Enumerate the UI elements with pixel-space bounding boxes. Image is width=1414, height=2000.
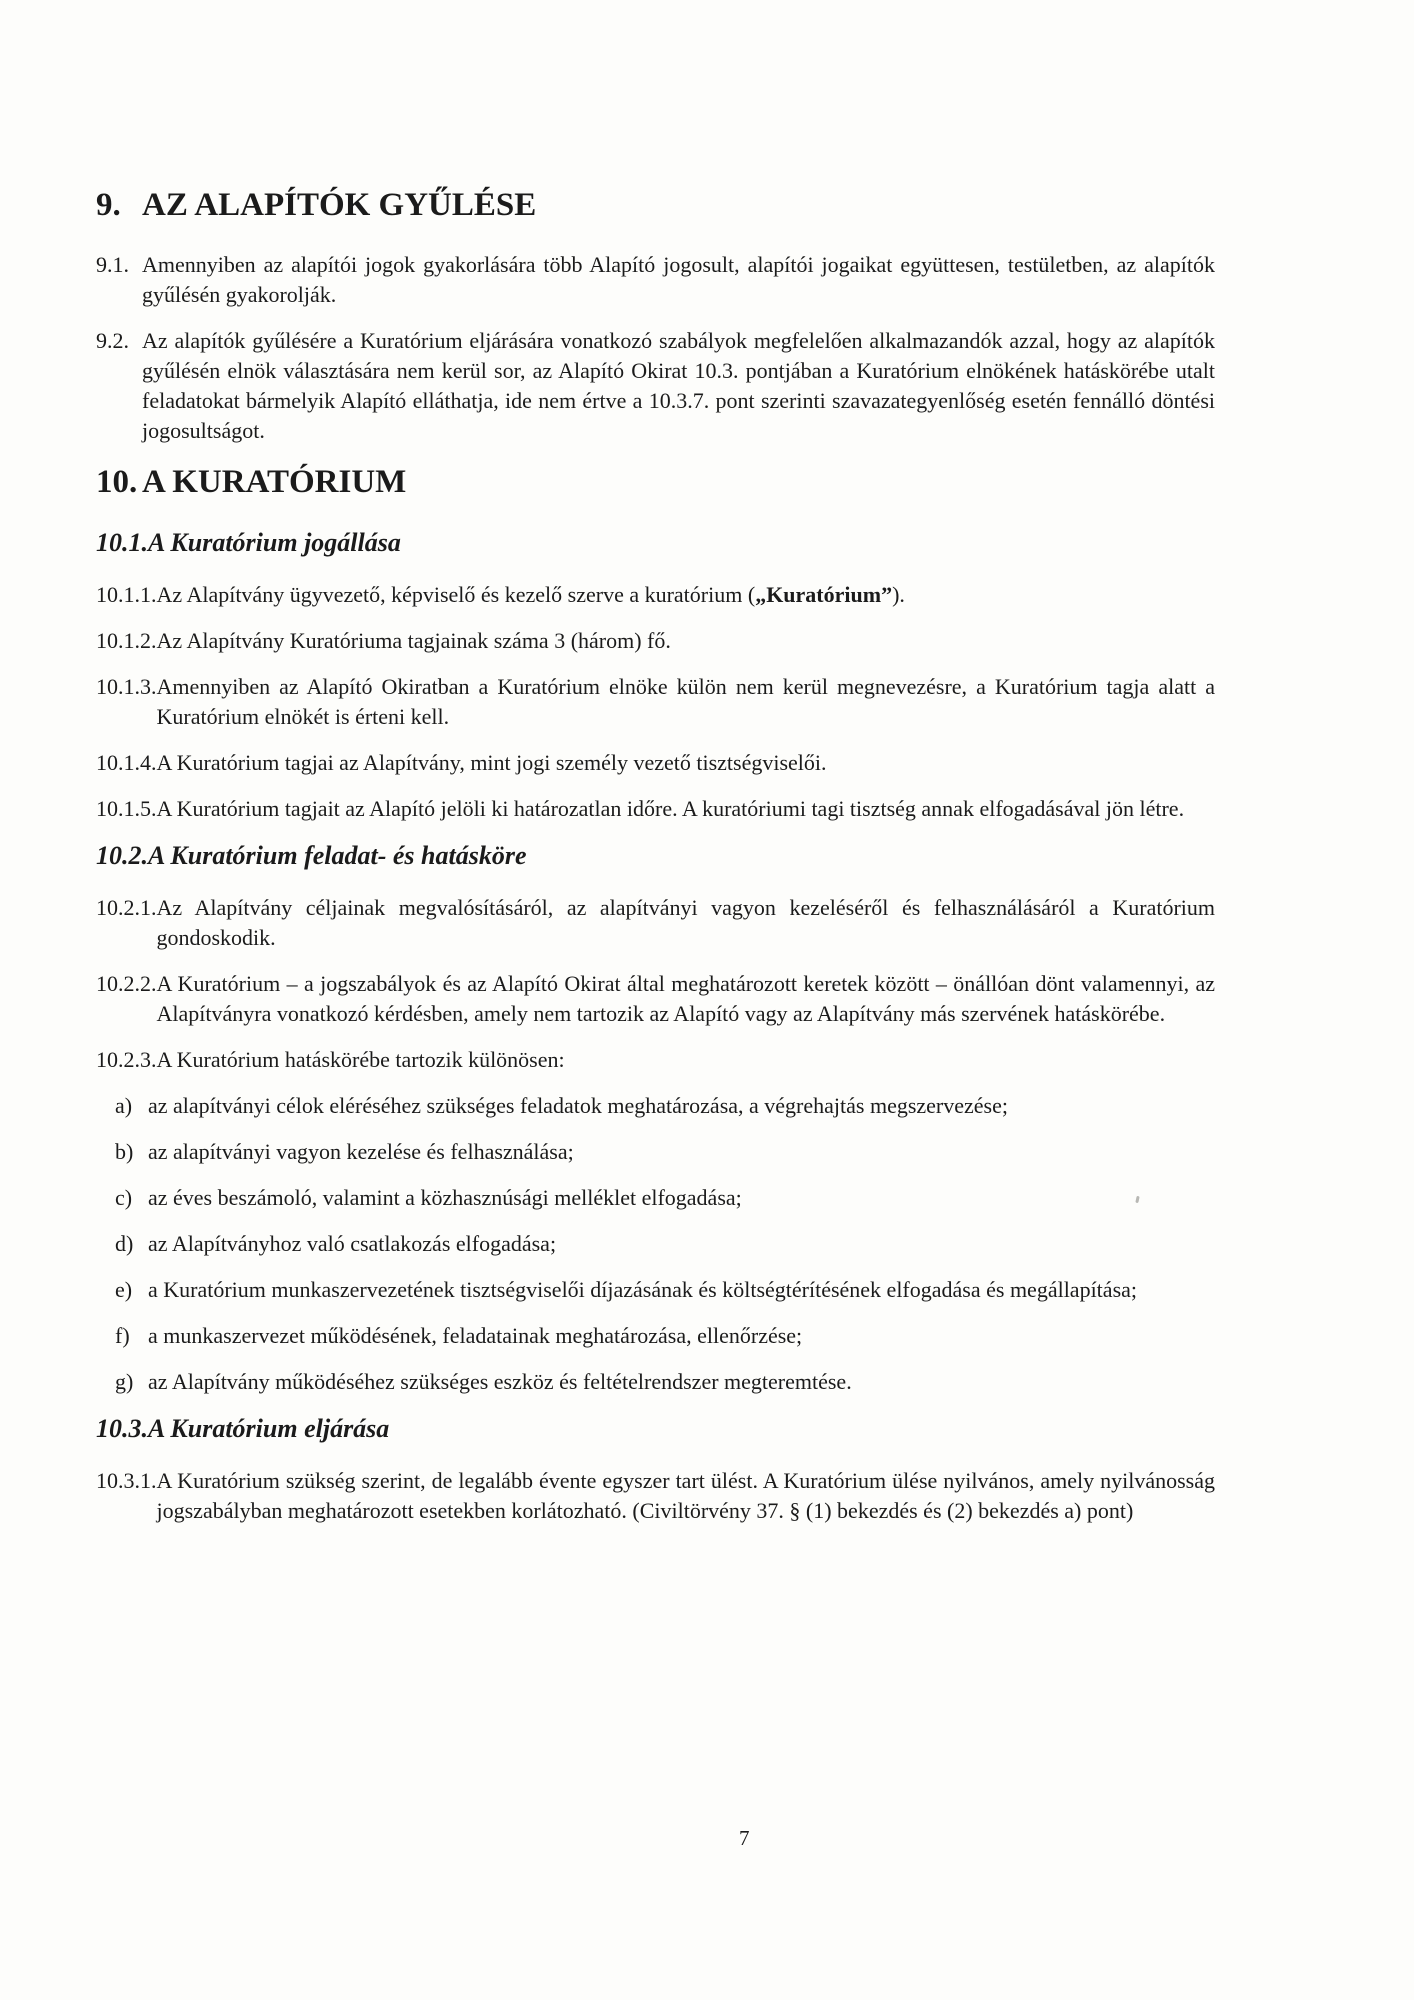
list-item-letter: f) xyxy=(115,1323,130,1348)
section-10-3-number: 10.3. xyxy=(96,1414,148,1443)
paragraph-number: 10.1.4. xyxy=(96,750,157,775)
paragraph-9-2 xyxy=(96,326,1215,446)
list-item-a xyxy=(115,1091,1215,1121)
paragraph-number: 10.1.5. xyxy=(96,796,157,821)
paragraph-text: A Kuratórium hatáskörébe tartozik különösen: xyxy=(156,1047,565,1072)
paragraph-10-1-4 xyxy=(96,748,1215,778)
paragraph-number: 10.1.2. xyxy=(96,628,157,653)
paragraph-10-2-2 xyxy=(96,969,1215,1029)
paragraph-number: 9.2. xyxy=(96,328,129,353)
list-item-b xyxy=(115,1137,1215,1167)
section-10-2-number: 10.2. xyxy=(96,841,148,870)
list-item-d xyxy=(115,1229,1215,1259)
paragraph-number: 10.2.2. xyxy=(96,971,157,996)
paragraph-text xyxy=(157,580,1216,610)
section-10-number: 10. xyxy=(96,464,138,500)
paragraph-text: Az Alapítvány Kuratóriuma tagjainak száma 3 (három) fő. xyxy=(156,628,671,653)
list-item-text: az Alapítványhoz való csatlakozás elfogadása; xyxy=(148,1231,557,1256)
list-item-text: az éves beszámoló, valamint a közhasznúsági melléklet elfogadása; xyxy=(148,1185,742,1210)
list-item-text: az alapítványi vagyon kezelése és felhasználása; xyxy=(148,1139,574,1164)
paragraph-10-1-5 xyxy=(96,794,1215,824)
paragraph-number: 10.2.1. xyxy=(96,895,157,920)
paragraph-number: 10.1.1. xyxy=(96,582,157,607)
paragraph-number: 9.1. xyxy=(96,252,129,277)
section-10-1-title: A Kuratórium jogállása xyxy=(148,528,401,557)
paragraph-text-pre: Az Alapítvány ügyvezető, képviselő és kezelő szerve a kuratórium ( xyxy=(156,582,756,607)
paragraph-number: 10.2.3. xyxy=(96,1047,157,1072)
defined-term: „Kuratórium” xyxy=(755,582,893,607)
list-item-letter: a) xyxy=(115,1093,133,1118)
section-10-3-heading xyxy=(96,1413,1215,1445)
section-10-title: A KURATÓRIUM xyxy=(142,464,407,500)
paragraph-text: Amennyiben az Alapító Okiratban a Kuratórium elnöke külön nem kerül megnevezésre, a Kuratórium tagja alatt a Kuratórium elnökét is érteni kell. xyxy=(156,674,1215,729)
list-item-g xyxy=(115,1367,1215,1397)
paragraph-text: A Kuratórium – a jogszabályok és az Alapító Okirat által meghatározott keretek között – önállóan dönt valamennyi, az Alapítványra vonatkozó kérdésben, amely nem tartozik az Alapító vagy az Alapítvány más szervének hatáskörébe. xyxy=(156,971,1215,1026)
page-number: 7 xyxy=(739,1826,750,1850)
list-item-letter: e) xyxy=(115,1277,133,1302)
section-9-title: AZ ALAPÍTÓK GYŰLÉSE xyxy=(142,187,537,223)
paragraph-text-post: ). xyxy=(892,582,905,607)
section-10-heading xyxy=(96,462,1215,502)
section-10-3-title: A Kuratórium eljárása xyxy=(148,1414,390,1443)
paragraph-text: Amennyiben az alapítói jogok gyakorlására több Alapító jogosult, alapítói jogaikat együttesen, testületben, az alapítók gyűlésén gyakorolják. xyxy=(142,252,1215,307)
list-item-text: a munkaszervezet működésének, feladatainak meghatározása, ellenőrzése; xyxy=(148,1323,803,1348)
list-item-c xyxy=(115,1183,1215,1213)
section-10-2-heading xyxy=(96,840,1215,872)
section-9-heading xyxy=(96,185,1215,225)
list-item-text: az Alapítvány működéséhez szükséges eszköz és feltételrendszer megteremtése. xyxy=(148,1369,852,1394)
paragraph-text: Az Alapítvány céljainak megvalósításáról, az alapítványi vagyon kezeléséről és felhasználásáról a Kuratórium gondoskodik. xyxy=(156,895,1215,950)
list-item-letter: g) xyxy=(115,1369,134,1394)
section-10-2-title: A Kuratórium feladat- és hatásköre xyxy=(148,841,527,870)
paragraph-10-2-3 xyxy=(96,1045,1215,1075)
paragraph-text: Az alapítók gyűlésére a Kuratórium eljárására vonatkozó szabályok megfelelően alkalmazandók azzal, hogy az alapítók gyűlésén elnök választására nem kerül sor, az Alapító Okirat 10.3. pontjában a Kuratórium elnökének hatáskörébe utalt feladatokat bármelyik Alapító elláthatja, ide nem értve a 10.3.7. pont szerinti szavazategyenlőség esetén fennálló döntési jogosultságot. xyxy=(142,328,1215,443)
list-item-letter: c) xyxy=(115,1185,133,1210)
list-item-f xyxy=(115,1321,1215,1351)
paragraph-text: A Kuratórium tagjai az Alapítvány, mint jogi személy vezető tisztségviselői. xyxy=(156,750,827,775)
paragraph-10-1-3 xyxy=(96,672,1215,732)
paragraph-text: A Kuratórium szükség szerint, de legalább évente egyszer tart ülést. A Kuratórium ülése nyilvános, amely nyilvánosság jogszabályban meghatározott esetekben korlátozható. (Civiltörvény 37. § (1) bekezdés és (2) bekezdés a) pont) xyxy=(156,1468,1215,1523)
paragraph-text: A Kuratórium tagjait az Alapító jelöli ki határozatlan időre. A kuratóriumi tagi tisztség annak elfogadásával jön létre. xyxy=(156,796,1185,821)
paragraph-10-1-1 xyxy=(96,580,1215,610)
paragraph-10-1-2 xyxy=(96,626,1215,656)
section-9-number: 9. xyxy=(96,187,121,223)
section-10-1-number: 10.1. xyxy=(96,528,148,557)
list-item-text: a Kuratórium munkaszervezetének tisztségviselői díjazásának és költségtérítésének elfogadása és megállapítása; xyxy=(148,1277,1138,1302)
section-10-1-heading xyxy=(96,527,1215,559)
paragraph-9-1 xyxy=(96,250,1215,310)
paragraph-10-3-1 xyxy=(96,1466,1215,1526)
list-item-letter: d) xyxy=(115,1231,134,1256)
list-item-letter: b) xyxy=(115,1139,134,1164)
paragraph-10-2-1 xyxy=(96,893,1215,953)
list-item-e xyxy=(115,1275,1215,1305)
paragraph-number: 10.1.3. xyxy=(96,674,157,699)
paragraph-number: 10.3.1. xyxy=(96,1468,157,1493)
list-item-text: az alapítványi célok eléréséhez szükséges feladatok meghatározása, a végrehajtás megszervezése; xyxy=(148,1093,1008,1118)
